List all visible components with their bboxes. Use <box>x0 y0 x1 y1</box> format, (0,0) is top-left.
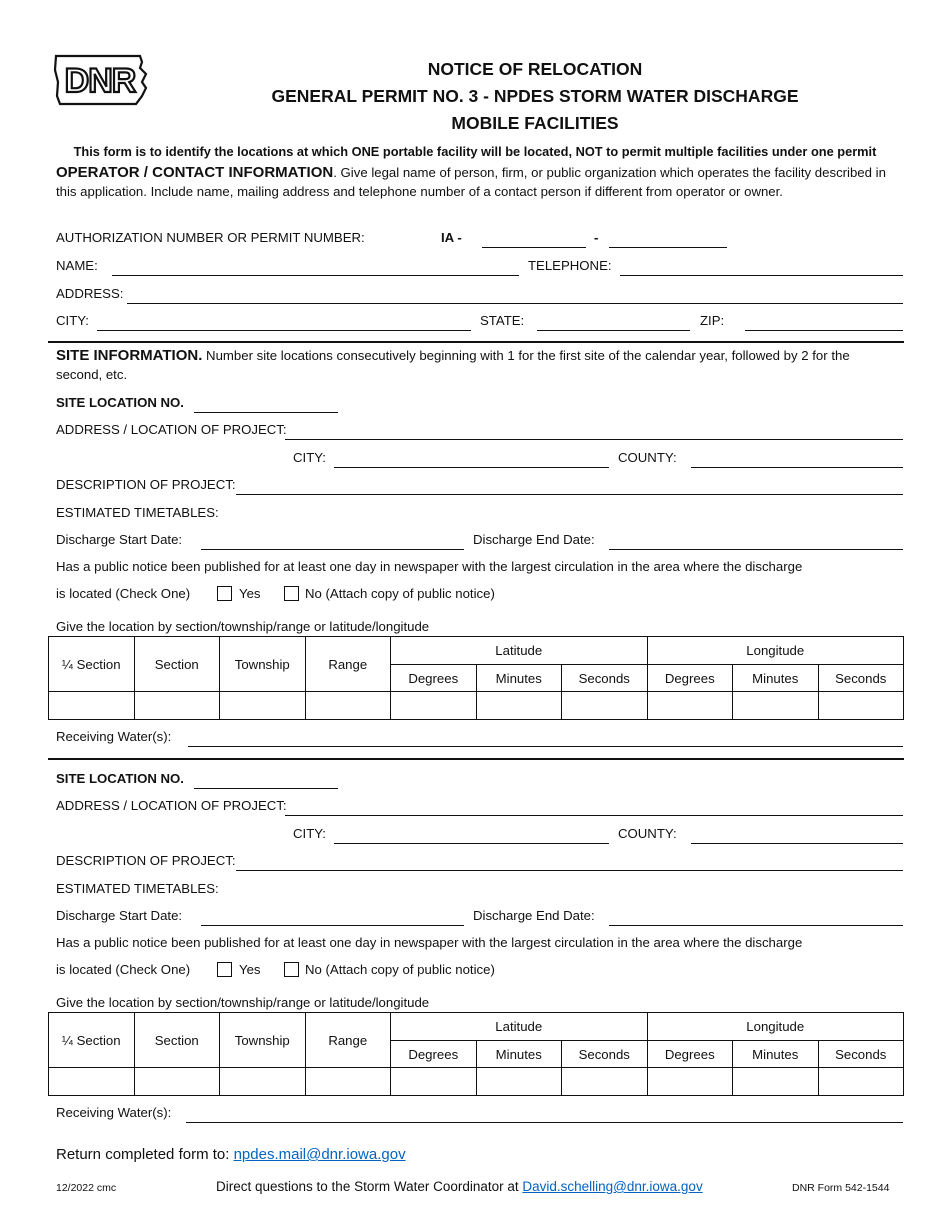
zip-label: ZIP: <box>700 313 725 328</box>
header-range: Range <box>305 637 391 692</box>
purpose-note: This form is to identify the locations at which ONE portable facility will be located, NOT to permit multiple facilities under one permit <box>73 144 877 159</box>
title-line-2: GENERAL PERMIT NO. 3 - NPDES STORM WATER DISCHARGE <box>271 86 799 106</box>
site-city-label: CITY: <box>293 450 326 465</box>
lon-minutes-cell[interactable] <box>733 1068 819 1096</box>
auth-number-label: AUTHORIZATION NUMBER OR PERMIT NUMBER: <box>56 230 365 245</box>
county-label: COUNTY: <box>618 826 677 841</box>
site-no-label: SITE LOCATION NO. <box>56 395 184 410</box>
lat-seconds-cell[interactable] <box>562 1068 648 1096</box>
receiving-water-field[interactable] <box>186 1122 903 1123</box>
no-label: No (Attach copy of public notice) <box>305 962 495 977</box>
logo-text: DNR <box>64 62 136 100</box>
no-label: No (Attach copy of public notice) <box>305 586 495 601</box>
header-lat-degrees: Degrees <box>391 665 477 692</box>
lat-minutes-cell[interactable] <box>476 1068 562 1096</box>
form-number: DNR Form 542-1544 <box>792 1182 890 1194</box>
header-longitude: Longitude <box>647 1013 904 1041</box>
description-field[interactable] <box>236 870 903 871</box>
start-date-label: Discharge Start Date: <box>56 908 183 923</box>
header-township: Township <box>220 1013 306 1068</box>
header-latitude: Latitude <box>391 637 648 665</box>
location-table <box>48 1012 904 1096</box>
header-lon-degrees: Degrees <box>647 665 733 692</box>
telephone-label: TELEPHONE: <box>528 258 612 273</box>
lat-degrees-cell[interactable] <box>391 1068 477 1096</box>
public-notice-question: Has a public notice been published for at least one day in newspaper with the largest circulation in the area where the discharge <box>56 559 803 574</box>
header-lon-minutes: Minutes <box>733 1041 819 1068</box>
section-cell[interactable] <box>134 1068 220 1096</box>
header-lat-minutes: Minutes <box>476 665 562 692</box>
end-date-label: Discharge End Date: <box>473 908 595 923</box>
state-label: STATE: <box>480 313 525 328</box>
quarter-section-cell[interactable] <box>49 1068 135 1096</box>
operator-heading: OPERATOR / CONTACT INFORMATION <box>56 164 334 181</box>
timetables-label: ESTIMATED TIMETABLES: <box>56 881 219 896</box>
start-date-label: Discharge Start Date: <box>56 532 183 547</box>
auth-dash: - <box>594 230 599 245</box>
header-quarter-section: ¼ Section <box>49 1013 135 1068</box>
header-lon-degrees: Degrees <box>647 1041 733 1068</box>
project-address-label: ADDRESS / LOCATION OF PROJECT: <box>56 798 287 813</box>
township-cell[interactable] <box>220 1068 306 1096</box>
site-info-instructions: Number site locations consecutively beginning with 1 for the first site of the calendar year, followed by 2 for the second, etc. <box>56 348 850 382</box>
return-label: Return completed form to: <box>56 1146 234 1163</box>
return-instructions <box>56 1146 406 1163</box>
name-label: NAME: <box>56 258 98 273</box>
site-no-label: SITE LOCATION NO. <box>56 771 184 786</box>
timetables-label: ESTIMATED TIMETABLES: <box>56 505 219 520</box>
title-line-3: MOBILE FACILITIES <box>451 113 619 133</box>
start-date-field[interactable] <box>201 925 464 926</box>
header-longitude: Longitude <box>647 637 904 665</box>
location-instructions: Give the location by section/township/range or latitude/longitude <box>56 619 430 634</box>
project-address-field[interactable] <box>285 815 903 816</box>
header-section: Section <box>134 1013 220 1068</box>
check-one-label: is located (Check One) <box>56 962 191 977</box>
coordinator-email-link[interactable]: David.schelling@dnr.iowa.gov <box>522 1179 703 1194</box>
project-address-label: ADDRESS / LOCATION OF PROJECT: <box>56 422 287 437</box>
yes-label: Yes <box>239 586 261 601</box>
header-lat-degrees: Degrees <box>391 1041 477 1068</box>
header-lat-seconds: Seconds <box>562 1041 648 1068</box>
header-lon-minutes: Minutes <box>733 665 819 692</box>
description-label: DESCRIPTION OF PROJECT: <box>56 477 236 492</box>
site-block-2 <box>0 376 950 1136</box>
receiving-water-label: Receiving Water(s): <box>56 1105 172 1120</box>
lon-seconds-cell[interactable] <box>818 1068 904 1096</box>
header-section: Section <box>134 637 220 692</box>
header-lat-seconds: Seconds <box>562 665 648 692</box>
address-label: ADDRESS: <box>56 286 124 301</box>
range-cell[interactable] <box>305 1068 391 1096</box>
end-date-field[interactable] <box>609 925 903 926</box>
city-label: CITY: <box>56 313 89 328</box>
questions-label: Direct questions to the Storm Water Coordinator at <box>216 1179 523 1194</box>
header-township: Township <box>220 637 306 692</box>
site-city-label: CITY: <box>293 826 326 841</box>
header-lon-seconds: Seconds <box>818 665 904 692</box>
public-notice-question: Has a public notice been published for at least one day in newspaper with the largest circulation in the area where the discharge <box>56 935 803 950</box>
header-latitude: Latitude <box>391 1013 648 1041</box>
date-code: 12/2022 cmc <box>56 1182 117 1194</box>
yes-checkbox[interactable] <box>217 962 232 977</box>
site-info-heading: SITE INFORMATION. <box>56 347 203 364</box>
header-quarter-section: ¼ Section <box>49 637 135 692</box>
return-email-link[interactable]: npdes.mail@dnr.iowa.gov <box>233 1146 406 1163</box>
receiving-water-label: Receiving Water(s): <box>56 729 172 744</box>
county-field[interactable] <box>691 843 903 844</box>
yes-label: Yes <box>239 962 261 977</box>
no-checkbox[interactable] <box>284 962 299 977</box>
title-line-1: NOTICE OF RELOCATION <box>427 59 643 79</box>
description-label: DESCRIPTION OF PROJECT: <box>56 853 236 868</box>
lon-degrees-cell[interactable] <box>647 1068 733 1096</box>
location-instructions: Give the location by section/township/range or latitude/longitude <box>56 995 430 1010</box>
header-lat-minutes: Minutes <box>476 1041 562 1068</box>
operator-instructions: . Give legal name of person, firm, or public organization which operates the facility described in this application. Include name, mailing address and telephone number of a contact person if different from operator or owner. <box>56 165 886 199</box>
header-lon-seconds: Seconds <box>818 1041 904 1068</box>
site-no-field[interactable] <box>194 788 338 789</box>
check-one-label: is located (Check One) <box>56 586 191 601</box>
questions-line <box>216 1179 703 1195</box>
end-date-label: Discharge End Date: <box>473 532 595 547</box>
county-label: COUNTY: <box>618 450 677 465</box>
table-row <box>49 1068 904 1096</box>
site-city-field[interactable] <box>334 843 609 844</box>
header-range: Range <box>305 1013 391 1068</box>
ia-prefix: IA - <box>441 230 462 245</box>
